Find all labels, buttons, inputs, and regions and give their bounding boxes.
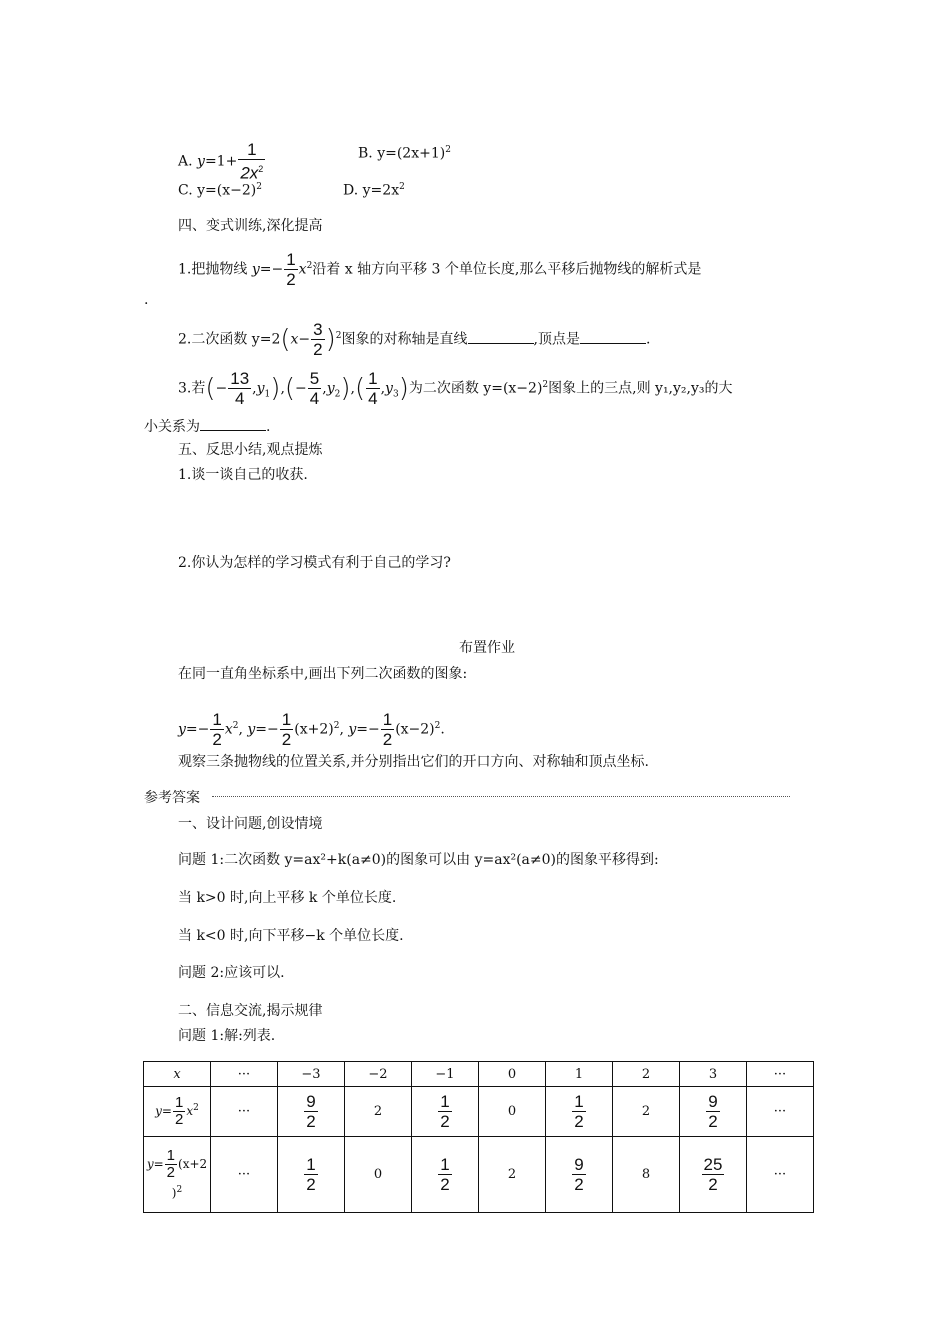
table-cell: ··· xyxy=(747,1087,814,1137)
table-cell: 0 xyxy=(345,1137,412,1213)
fraction: $\frac{1}{2}$ xyxy=(281,710,292,749)
answers-p3: 当 k<0 时,向下平移−k 个单位长度. xyxy=(178,928,404,944)
section4-q3: 3.若(− $\frac{13}{4}$ $,y_1),(-$ $\frac{5}{4}$ $,y_2$),( $\frac{1}{4}$ $,y_3$)为二次函数 $y=(x-2)^2$图象上的三点,则 y₁,y₂,y₃的大 xyxy=(178,369,733,408)
answers-p1: 问题 1:二次函数 y=ax²+k(a≠0)的图象可以由 y=ax²(a≠0)的图象平移得到: xyxy=(178,852,659,868)
table-cell xyxy=(278,1137,345,1213)
fraction: $\frac{5}{4}$ xyxy=(309,369,320,408)
table-header-cell: ··· xyxy=(747,1062,814,1087)
fraction: $\frac{1}{2}$ xyxy=(440,1092,450,1131)
option-a: A. y=1+ $\frac{1}{2x^2}$ xyxy=(178,140,264,183)
table-cell: 2 xyxy=(479,1137,546,1213)
table-header-cell: 0 xyxy=(479,1062,546,1087)
fraction: $\frac{9}{2}$ xyxy=(574,1155,584,1194)
table-cell: 2 xyxy=(613,1087,680,1137)
answer-blank xyxy=(580,329,646,344)
table-cell xyxy=(680,1087,747,1137)
section4-q3-line2: 小关系为 . xyxy=(144,416,270,437)
fraction: $\frac{1}{2x^2}$ xyxy=(240,140,264,183)
homework-intro: 在同一直角坐标系中,画出下列二次函数的图象: xyxy=(178,666,468,682)
table-cell: ··· xyxy=(747,1137,814,1213)
answer-blank xyxy=(200,416,266,431)
fraction: $\frac{13}{4}$ xyxy=(230,369,250,408)
answers-p5: 问题 1:解:列表. xyxy=(178,1028,276,1044)
table-cell xyxy=(412,1087,479,1137)
section5-q2: 2.你认为怎样的学习模式有利于自己的学习? xyxy=(178,555,451,571)
fraction: $\frac{1}{2}$ xyxy=(440,1155,450,1194)
option-c: C. $y=(x-2)^2$ xyxy=(178,182,262,199)
fraction: $\frac{25}{2}$ xyxy=(703,1155,723,1194)
answers-p4: 问题 2:应该可以. xyxy=(178,965,285,981)
table-cell: ··· xyxy=(211,1137,278,1213)
table-cell xyxy=(412,1137,479,1213)
homework-functions: y=− $\frac{1}{2}$ $x^2$, y=− $\frac{1}{2}$ $(x+2)^2$, y=− $\frac{1}{2}$ $(x-2)^2$. xyxy=(178,710,445,749)
fraction: $\frac{9}{2}$ xyxy=(708,1092,718,1131)
answer-blank xyxy=(468,329,534,344)
table-header-cell: −2 xyxy=(345,1062,412,1087)
table-row xyxy=(144,1087,814,1137)
table-header-cell: x xyxy=(144,1062,211,1087)
table-cell: 0 xyxy=(479,1087,546,1137)
homework-title: 布置作业 xyxy=(459,640,515,656)
section4-q1-end: . xyxy=(144,292,149,308)
fraction: $\frac{1}{2}$ xyxy=(382,710,393,749)
table-header-cell: 1 xyxy=(546,1062,613,1087)
table-header-cell: ··· xyxy=(211,1062,278,1087)
table-header-cell: 3 xyxy=(680,1062,747,1087)
table-header-cell: −3 xyxy=(278,1062,345,1087)
table-row-label: y= $\frac{1}{2}$ (x+2 )$^2$ xyxy=(144,1137,211,1213)
answers-s2: 二、信息交流,揭示规律 xyxy=(178,1003,323,1019)
table-cell: 8 xyxy=(613,1137,680,1213)
fraction: $\frac{1}{2}$ xyxy=(286,250,296,289)
section4-q2: 2.二次函数 y=2(x− $\frac{3}{2}$ )$^2$图象的对称轴是直线 ,顶点是 . xyxy=(178,320,651,359)
fraction: $\frac{1}{2}$ xyxy=(212,710,222,749)
divider xyxy=(212,796,790,797)
table-header-cell: 2 xyxy=(613,1062,680,1087)
fraction: $\frac{1}{4}$ xyxy=(368,369,378,408)
value-table xyxy=(143,1061,814,1213)
answers-p2: 当 k>0 时,向上平移 k 个单位长度. xyxy=(178,890,397,906)
table-cell xyxy=(546,1087,613,1137)
section5-heading: 五、反思小结,观点提炼 xyxy=(178,442,323,458)
table-cell xyxy=(680,1137,747,1213)
section5-q1: 1.谈一谈自己的收获. xyxy=(178,467,308,483)
answers-heading: 参考答案 xyxy=(144,790,200,806)
fraction: $\frac{9}{2}$ xyxy=(306,1092,316,1131)
table-row xyxy=(144,1137,814,1213)
table-cell xyxy=(278,1087,345,1137)
homework-observe: 观察三条抛物线的位置关系,并分别指出它们的开口方向、对称轴和顶点坐标. xyxy=(178,754,649,770)
table-cell: 2 xyxy=(345,1087,412,1137)
section4-heading: 四、变式训练,深化提高 xyxy=(178,218,323,234)
fraction: $\frac{1}{2}$ xyxy=(574,1092,584,1131)
fraction: $\frac{3}{2}$ xyxy=(313,320,323,359)
option-d: D. $y=2x^2$ xyxy=(343,182,405,199)
section4-q1: 1.把抛物线 y=− $\frac{1}{2}$ $x^2$沿着 x 轴方向平移 3 个单位长度,那么平移后抛物线的解析式是 xyxy=(178,250,702,289)
table-row-label: y= $\frac{1}{2}$ $x^2$ xyxy=(144,1087,211,1137)
table-cell: ··· xyxy=(211,1087,278,1137)
table-cell xyxy=(546,1137,613,1213)
fraction: $\frac{1}{2}$ xyxy=(306,1155,316,1194)
table-header-row xyxy=(144,1062,814,1087)
answers-s1: 一、设计问题,创设情境 xyxy=(178,816,323,832)
option-b: B. $y=(2x+1)^2$ xyxy=(358,145,451,162)
table-header-cell: −1 xyxy=(412,1062,479,1087)
